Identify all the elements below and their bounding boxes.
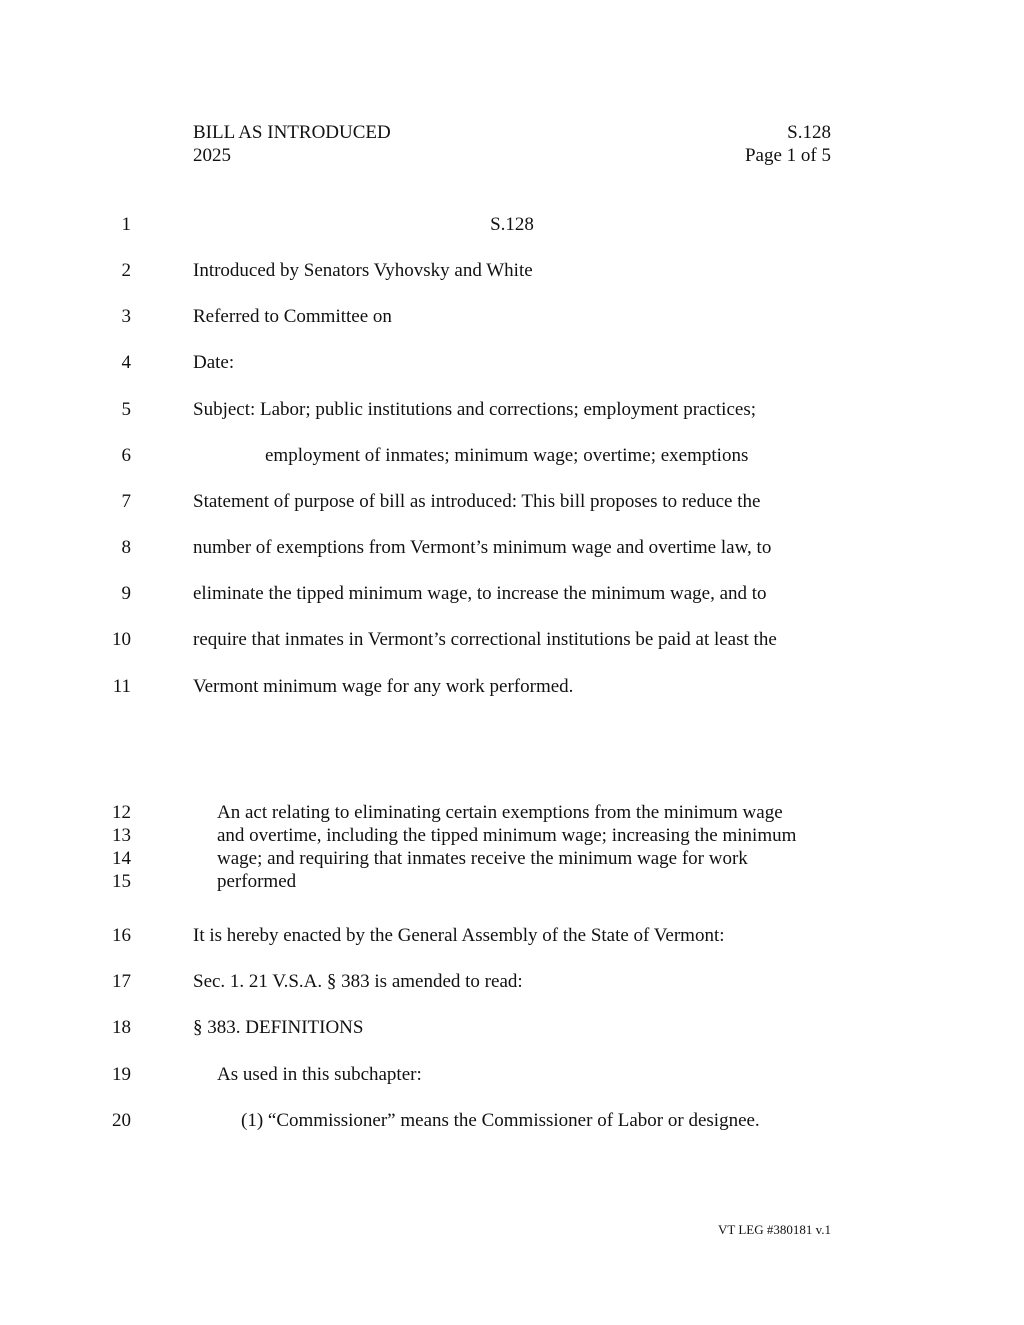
bill-year: 2025 — [193, 145, 231, 166]
line-number: 20 — [112, 1110, 131, 1131]
line-number: 4 — [121, 352, 131, 373]
purpose-text: number of exemptions from Vermont’s minimum wage and overtime law, to — [193, 537, 772, 558]
line-number: 13 — [112, 825, 131, 846]
line-number: 15 — [112, 871, 131, 892]
line-number: 10 — [112, 629, 131, 650]
line-number: 19 — [112, 1064, 131, 1085]
line-number: 12 — [112, 802, 131, 823]
line-number: 6 — [121, 445, 131, 466]
bill-status: BILL AS INTRODUCED — [193, 122, 391, 143]
document-id: VT LEG #380181 v.1 — [717, 1222, 831, 1237]
line-number: 14 — [112, 848, 131, 869]
line-number: 5 — [121, 399, 131, 420]
line-number: 18 — [112, 1017, 131, 1038]
line-number: 8 — [121, 537, 131, 558]
subject-line: Subject: Labor; public institutions and corrections; employment practices; — [193, 399, 757, 420]
page-info: Page 1 of 5 — [744, 145, 831, 166]
enacting-clause: It is hereby enacted by the General Assembly of the State of Vermont: — [193, 925, 725, 946]
line-number: 1 — [121, 214, 131, 235]
statute-text: As used in this subchapter: — [217, 1064, 422, 1085]
line-number: 9 — [121, 583, 131, 604]
line-number: 17 — [112, 971, 131, 992]
line-number: 11 — [112, 676, 131, 697]
date-line: Date: — [193, 352, 235, 373]
subject-continuation: employment of inmates; minimum wage; overtime; exemptions — [265, 445, 749, 466]
act-title: wage; and requiring that inmates receive the minimum wage for work — [217, 848, 748, 869]
statute-text: (1) “Commissioner” means the Commissioner of Labor or designee. — [241, 1110, 760, 1131]
line-number: 16 — [112, 925, 131, 946]
line-number: 2 — [121, 260, 131, 281]
bill-title: S.128 — [490, 214, 534, 235]
act-title: and overtime, including the tipped minimum wage; increasing the minimum — [217, 825, 797, 846]
act-title: performed — [217, 871, 297, 892]
line-number: 7 — [121, 491, 131, 512]
purpose-text: Vermont minimum wage for any work performed. — [193, 676, 574, 697]
statement-of-purpose: Statement of purpose of bill as introduced: This bill proposes to reduce the — [193, 491, 761, 512]
section-heading: Sec. 1. 21 V.S.A. § 383 is amended to read: — [193, 971, 523, 992]
line-number: 3 — [121, 306, 131, 327]
purpose-text: eliminate the tipped minimum wage, to increase the minimum wage, and to — [193, 583, 767, 604]
act-title: An act relating to eliminating certain exemptions from the minimum wage — [217, 802, 783, 823]
referred-to: Referred to Committee on — [193, 306, 392, 327]
statute-heading: § 383. DEFINITIONS — [193, 1017, 364, 1038]
bill-number: S.128 — [787, 122, 831, 143]
purpose-text: require that inmates in Vermont’s correctional institutions be paid at least the — [193, 629, 777, 650]
introduced-by: Introduced by Senators Vyhovsky and White — [193, 260, 533, 281]
